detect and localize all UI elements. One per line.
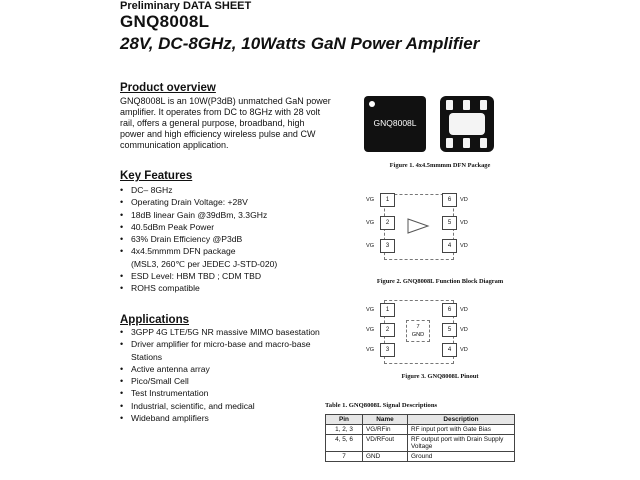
- bottom-pad: [446, 100, 453, 110]
- overview-heading: Product overview: [120, 82, 216, 94]
- pin-label: VG: [366, 307, 375, 313]
- pin-box: 5: [442, 323, 457, 337]
- column-header: Pin: [326, 415, 363, 425]
- document-subtitle: 28V, DC-8GHz, 10Watts GaN Power Amplifier: [120, 34, 480, 53]
- pin-box: 4: [442, 239, 457, 253]
- features-list: [120, 184, 350, 295]
- table-cell: VG/RFin: [363, 425, 408, 435]
- table1-title: Table 1. GNQ8008L Signal Descriptions: [325, 402, 438, 409]
- ground-pad: [406, 320, 430, 342]
- pin-label: VG: [366, 243, 375, 249]
- list-item: • 18dB linear Gain @39dBm, 3.3GHz: [120, 209, 350, 221]
- table-row: [326, 452, 515, 462]
- list-item: • Test Instrumentation: [120, 387, 350, 399]
- pin-box: 5: [442, 216, 457, 230]
- pin-label: VD: [460, 220, 468, 226]
- table-cell: 7: [326, 452, 363, 462]
- overview-text: [120, 96, 350, 151]
- table-cell: Ground: [408, 452, 515, 462]
- pin-label: VG: [366, 220, 375, 226]
- pin-label: VD: [460, 243, 468, 249]
- pin-box: 6: [442, 303, 457, 317]
- list-item: • Pico/Small Cell: [120, 375, 350, 387]
- table-cell: RF output port with Drain Supply Voltage: [408, 435, 515, 452]
- package-sub-line: (MSL3, 260℃ per JEDEC J-STD-020): [131, 258, 278, 269]
- ground-pad-label: GND: [411, 332, 425, 338]
- pin-box: 4: [442, 343, 457, 357]
- column-header: Name: [363, 415, 408, 425]
- overview-line: power and high efficiency wireless pulse and CW: [120, 129, 316, 139]
- bottom-pad: [480, 100, 487, 110]
- pin-box: 6: [442, 193, 457, 207]
- list-item: • Industrial, scientific, and medical: [120, 400, 350, 412]
- overview-line: communication application.: [120, 140, 229, 150]
- table-row: [326, 435, 515, 452]
- bottom-pad: [463, 138, 470, 148]
- list-item: • ROHS compatible: [120, 282, 350, 294]
- chip-top-view: [364, 96, 426, 152]
- pin-box: 3: [380, 343, 395, 357]
- list-item: • 63% Drain Efficiency @P3dB: [120, 233, 350, 245]
- pin1-dot-icon: [369, 101, 375, 107]
- thermal-pad: [449, 113, 485, 135]
- applications-list: [120, 326, 350, 424]
- pin-label: VG: [366, 327, 375, 333]
- table-cell: GND: [363, 452, 408, 462]
- table-header-row: [326, 415, 515, 425]
- features-heading: Key Features: [120, 170, 193, 182]
- bottom-pad: [480, 138, 487, 148]
- pin-label: VD: [460, 347, 468, 353]
- pin-label: VG: [366, 197, 375, 203]
- list-item: • Operating Drain Voltage: +28V: [120, 196, 350, 208]
- overview-line: amplifier. It operates from DC to 8GHz with 28 volt: [120, 107, 321, 117]
- pin-label: VD: [460, 307, 468, 313]
- table-cell: VD/RFout: [363, 435, 408, 452]
- figure3-caption: Figure 3. GNQ8008L Pinout: [401, 373, 479, 380]
- pin-label: VD: [460, 327, 468, 333]
- column-header: Description: [408, 415, 515, 425]
- bottom-pad: [446, 138, 453, 148]
- figure2-caption: Figure 2. GNQ8008L Function Block Diagram: [376, 278, 504, 285]
- preliminary-label: Preliminary DATA SHEET: [120, 0, 252, 12]
- table-cell: RF input port with Gate Bias: [408, 425, 515, 435]
- pin-box: 2: [380, 323, 395, 337]
- overview-line: GNQ8008L is an 10W(P3dB) unmatched GaN power: [120, 96, 331, 106]
- pin-box: 3: [380, 239, 395, 253]
- overview-line: rail, offers a general purpose, broadband, high: [120, 118, 305, 128]
- part-number-title: GNQ8008L: [120, 12, 210, 31]
- list-item: • 40.5dBm Peak Power: [120, 221, 350, 233]
- pin-label: VD: [460, 197, 468, 203]
- pin-label: VG: [366, 347, 375, 353]
- block-diagram: [366, 188, 470, 266]
- list-item: • 3GPP 4G LTE/5G NR massive MIMO basestation: [120, 326, 350, 338]
- pin-box: 1: [380, 303, 395, 317]
- list-item: • Wideband amplifiers: [120, 412, 350, 424]
- list-item: • 4x4.5mmmm DFN package (MSL3, 260℃ per JEDEC J-STD-020): [120, 245, 350, 270]
- list-item: • DC– 8GHz: [120, 184, 350, 196]
- chip-label: GNQ8008L: [373, 118, 417, 128]
- signal-table: [325, 414, 515, 462]
- list-item: • Active antenna array: [120, 363, 350, 375]
- table-cell: 1, 2, 3: [326, 425, 363, 435]
- driver-sub-line: Stations: [131, 351, 163, 362]
- pinout-diagram: [366, 298, 470, 364]
- pin-box: 1: [380, 193, 395, 207]
- amplifier-triangle-icon: [406, 218, 430, 234]
- figure1-caption: Figure 1. 4x4.5mmmm DFN Package: [389, 162, 491, 169]
- chip-bottom-view: [440, 96, 494, 152]
- table-cell: 4, 5, 6: [326, 435, 363, 452]
- list-item: • ESD Level: HBM TBD ; CDM TBD: [120, 270, 350, 282]
- applications-heading: Applications: [120, 314, 190, 326]
- bottom-pad: [463, 100, 470, 110]
- pin-box: 2: [380, 216, 395, 230]
- table-row: [326, 425, 515, 435]
- list-item: • Driver amplifier for micro-base and macro-base Stations: [120, 338, 350, 363]
- ground-pad-number: 7: [416, 324, 420, 330]
